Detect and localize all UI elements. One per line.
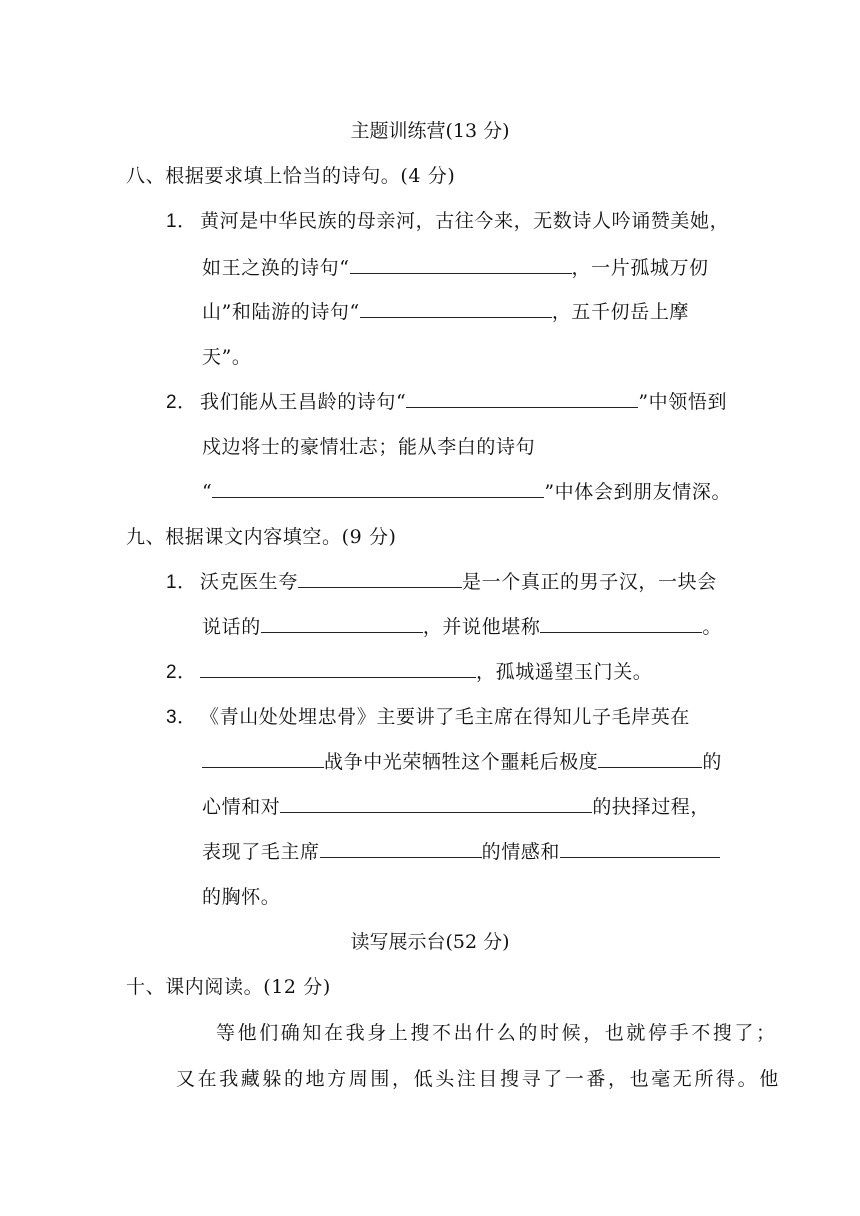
item-text: 我们能从王昌龄的诗句“ — [200, 391, 407, 413]
q9-item3-line3 — [202, 792, 710, 819]
answer-blank[interactable] — [212, 479, 544, 498]
answer-blank[interactable] — [360, 299, 552, 318]
answer-blank[interactable] — [280, 794, 592, 813]
answer-blank[interactable] — [406, 389, 638, 408]
q9-item2-line1 — [166, 657, 652, 684]
q8-item1-line2 — [202, 253, 709, 280]
q9-item1-line1 — [166, 567, 717, 594]
q8-item1-line1 — [166, 206, 729, 233]
item-text: 黄河是中华民族的母亲河，古往今来，无数诗人吟诵赞美她， — [200, 210, 730, 232]
item-text: 表现了毛主席 — [202, 841, 320, 863]
item-number: 2． — [166, 662, 197, 683]
item-text: 的 — [702, 751, 723, 773]
item-text: 的抉择过程， — [592, 796, 711, 818]
question-10-title: 十、课内阅读。(12 分) — [126, 976, 331, 998]
q8-item2-line1 — [166, 387, 727, 414]
item-text: 说话的 — [202, 616, 261, 638]
q9-item3-line2 — [202, 747, 722, 774]
item-text: “ — [202, 481, 213, 503]
item-number: 2． — [166, 392, 197, 413]
item-text: 心情和对 — [202, 796, 281, 818]
item-text: ”中领悟到 — [638, 391, 728, 413]
answer-blank[interactable] — [598, 749, 702, 768]
item-text: 战争中光荣牺牲这个噩耗后极度 — [324, 751, 599, 773]
section-heading-theme-training: 主题训练营(13 分) — [350, 120, 510, 142]
answer-blank[interactable] — [200, 659, 476, 678]
item-text: 是一个真正的男子汉，一块会 — [462, 571, 717, 593]
item-text: 。 — [702, 616, 723, 638]
item-text: ，五千仞岳上摩 — [551, 301, 690, 323]
answer-blank[interactable] — [560, 839, 720, 858]
item-number: 1． — [166, 572, 197, 593]
q8-item2-line2: 戍边将士的豪情壮志；能从李白的诗句 — [202, 436, 536, 458]
reading-passage-line1: 等他们确知在我身上搜不出什么的时候，也就停手不搜了； — [216, 1022, 778, 1044]
q9-item1-line2 — [202, 612, 722, 639]
answer-blank[interactable] — [261, 614, 423, 633]
q8-item1-line3 — [202, 297, 689, 324]
answer-blank[interactable] — [540, 614, 702, 633]
q8-item2-line3 — [202, 477, 731, 504]
item-text: 《青山处处埋忠骨》主要讲了毛主席在得知儿子毛岸英在 — [200, 706, 691, 728]
item-text: 沃克医生夸 — [200, 571, 299, 593]
q9-item3-line4 — [202, 837, 720, 864]
question-8-title: 八、根据要求填上恰当的诗句。(4 分) — [126, 165, 456, 187]
answer-blank[interactable] — [298, 569, 462, 588]
reading-passage-line2: 又在我藏躲的地方周围，低头注目搜寻了一番，也毫无所得。他 — [176, 1068, 781, 1090]
item-text: 如王之涣的诗句“ — [202, 257, 350, 279]
section-heading-read-write: 读写展示台(52 分) — [350, 931, 510, 953]
item-text: 的情感和 — [481, 841, 561, 863]
item-text: ，孤城遥望玉门关。 — [476, 661, 653, 683]
item-text: ，并说他堪称 — [422, 616, 541, 638]
item-text: ，一片孤城万仞 — [571, 257, 709, 279]
item-number: 1． — [166, 211, 197, 232]
item-number: 3． — [166, 707, 197, 728]
item-text: 山”和陆游的诗句“ — [202, 301, 360, 323]
q9-item3-line5: 的胸怀。 — [202, 886, 281, 908]
item-text: ”中体会到朋友情深。 — [544, 481, 732, 503]
q9-item3-line1 — [166, 702, 690, 729]
answer-blank[interactable] — [202, 749, 324, 768]
question-9-title: 九、根据课文内容填空。(9 分) — [126, 526, 397, 548]
answer-blank[interactable] — [350, 255, 572, 274]
q8-item1-line4: 天”。 — [202, 346, 252, 368]
answer-blank[interactable] — [320, 839, 482, 858]
